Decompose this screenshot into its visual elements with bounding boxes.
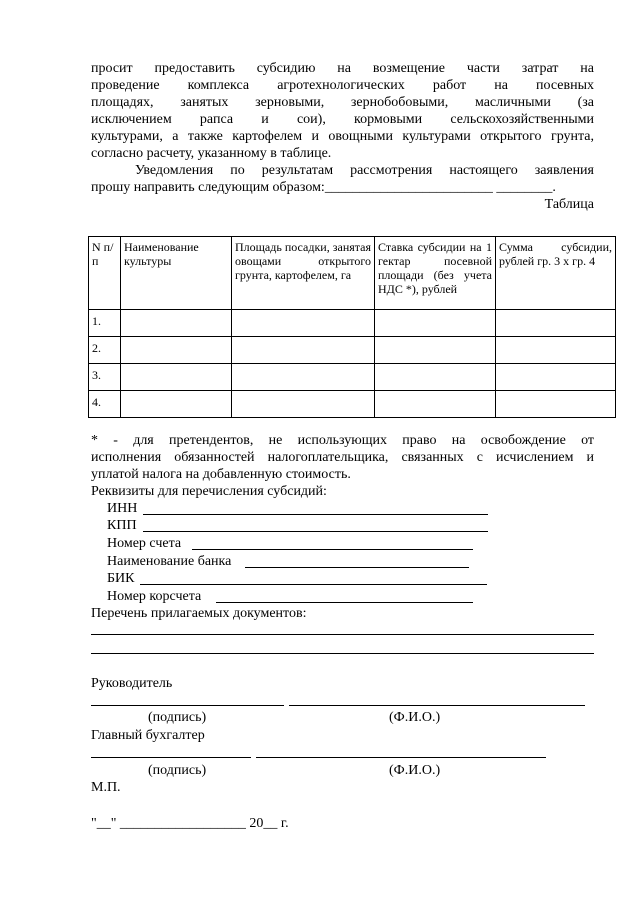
accountant-fio-line[interactable] xyxy=(256,757,546,758)
row-number: 1. xyxy=(89,310,121,337)
accountant-signature-line[interactable] xyxy=(91,757,251,758)
cell-rate[interactable] xyxy=(375,391,496,418)
row-number: 3. xyxy=(89,364,121,391)
corr-label: Номер корсчета xyxy=(107,589,202,604)
accountant-fio-caption: (Ф.И.О.) xyxy=(389,763,441,778)
cell-culture[interactable] xyxy=(121,310,232,337)
cell-sum[interactable] xyxy=(496,310,616,337)
attachments-line-1[interactable] xyxy=(91,634,594,635)
intro-line-5: культурами, а также картофелем и овощными культурами открытого грунта, xyxy=(91,129,594,144)
table-caption: Таблица xyxy=(544,197,594,212)
account-label: Номер счета xyxy=(107,536,182,551)
footnote-line-1: * - для претендентов, не использующих право на освобождение от xyxy=(91,433,594,448)
table-row xyxy=(89,337,616,364)
head-signature-caption: (подпись) xyxy=(148,710,207,725)
application-text xyxy=(91,60,594,213)
intro-line-1: просит предоставить субсидию на возмещение части затрат на xyxy=(91,61,594,76)
table-row xyxy=(89,391,616,418)
cell-area[interactable] xyxy=(232,337,375,364)
cell-sum[interactable] xyxy=(496,364,616,391)
head-signature-line[interactable] xyxy=(91,705,284,706)
cell-sum[interactable] xyxy=(496,391,616,418)
header-sum: Сумма субсидии, рублей гр. 3 x гр. 4 xyxy=(496,237,616,310)
attachments-title: Перечень прилагаемых документов: xyxy=(91,606,307,621)
corr-field[interactable] xyxy=(216,602,473,603)
cell-culture[interactable] xyxy=(121,391,232,418)
cell-area[interactable] xyxy=(232,310,375,337)
table-header-row xyxy=(89,237,616,310)
requisites-title: Реквизиты для перечисления субсидий: xyxy=(91,484,327,499)
stamp-label: М.П. xyxy=(91,780,121,795)
kpp-field[interactable] xyxy=(143,531,488,532)
inn-field[interactable] xyxy=(143,514,488,515)
account-field[interactable] xyxy=(192,549,473,550)
row-number: 4. xyxy=(89,391,121,418)
header-culture: Наименование культуры xyxy=(121,237,232,310)
bank-label: Наименование банка xyxy=(107,554,232,569)
intro-line-4: исключением рапса и сои), кормовыми сельскохозяйственными xyxy=(91,112,594,127)
cell-rate[interactable] xyxy=(375,310,496,337)
table-row xyxy=(89,364,616,391)
bank-field[interactable] xyxy=(245,567,469,568)
bik-label: БИК xyxy=(107,571,135,586)
header-area: Площадь посадки, занятая овощами открытого грунта, картофелем, га xyxy=(232,237,375,310)
cell-culture[interactable] xyxy=(121,364,232,391)
row-number: 2. xyxy=(89,337,121,364)
attachments-line-2[interactable] xyxy=(91,653,594,654)
footnote-line-2: исполнения обязанностей налогоплательщика, связанных с исчислением и xyxy=(91,450,594,465)
inn-label: ИНН xyxy=(107,501,138,516)
head-label: Руководитель xyxy=(91,676,173,691)
intro-line-2: проведение комплекса агротехнологических работ на посевных xyxy=(91,78,594,93)
head-fio-caption: (Ф.И.О.) xyxy=(389,710,441,725)
cell-area[interactable] xyxy=(232,391,375,418)
cell-rate[interactable] xyxy=(375,364,496,391)
intro-line-6: согласно расчету, указанному в таблице. xyxy=(91,146,332,161)
bik-field[interactable] xyxy=(140,584,487,585)
cell-sum[interactable] xyxy=(496,337,616,364)
footnote xyxy=(91,432,594,500)
notice-line-2: прошу направить следующим образом:________________________ ________. xyxy=(91,180,556,195)
accountant-signature-caption: (подпись) xyxy=(148,763,207,778)
cell-rate[interactable] xyxy=(375,337,496,364)
date-line: "__" __________________ 20__ г. xyxy=(91,816,289,831)
footnote-line-3: уплатой налога на добавленную стоимость. xyxy=(91,467,351,482)
accountant-label: Главный бухгалтер xyxy=(91,728,205,743)
cell-area[interactable] xyxy=(232,364,375,391)
kpp-label: КПП xyxy=(107,518,137,533)
subsidy-table xyxy=(88,236,616,418)
table-row xyxy=(89,310,616,337)
cell-culture[interactable] xyxy=(121,337,232,364)
header-number: N п/п xyxy=(89,237,121,310)
header-rate: Ставка субсидии на 1 гектар посевной площади (без учета НДС *), рублей xyxy=(375,237,496,310)
notice-line-1: Уведомления по результатам рассмотрения настоящего заявления xyxy=(135,163,594,178)
head-fio-line[interactable] xyxy=(289,705,585,706)
intro-line-3: площадях, занятых зерновыми, зернобобовыми, масличными (за xyxy=(91,95,594,110)
